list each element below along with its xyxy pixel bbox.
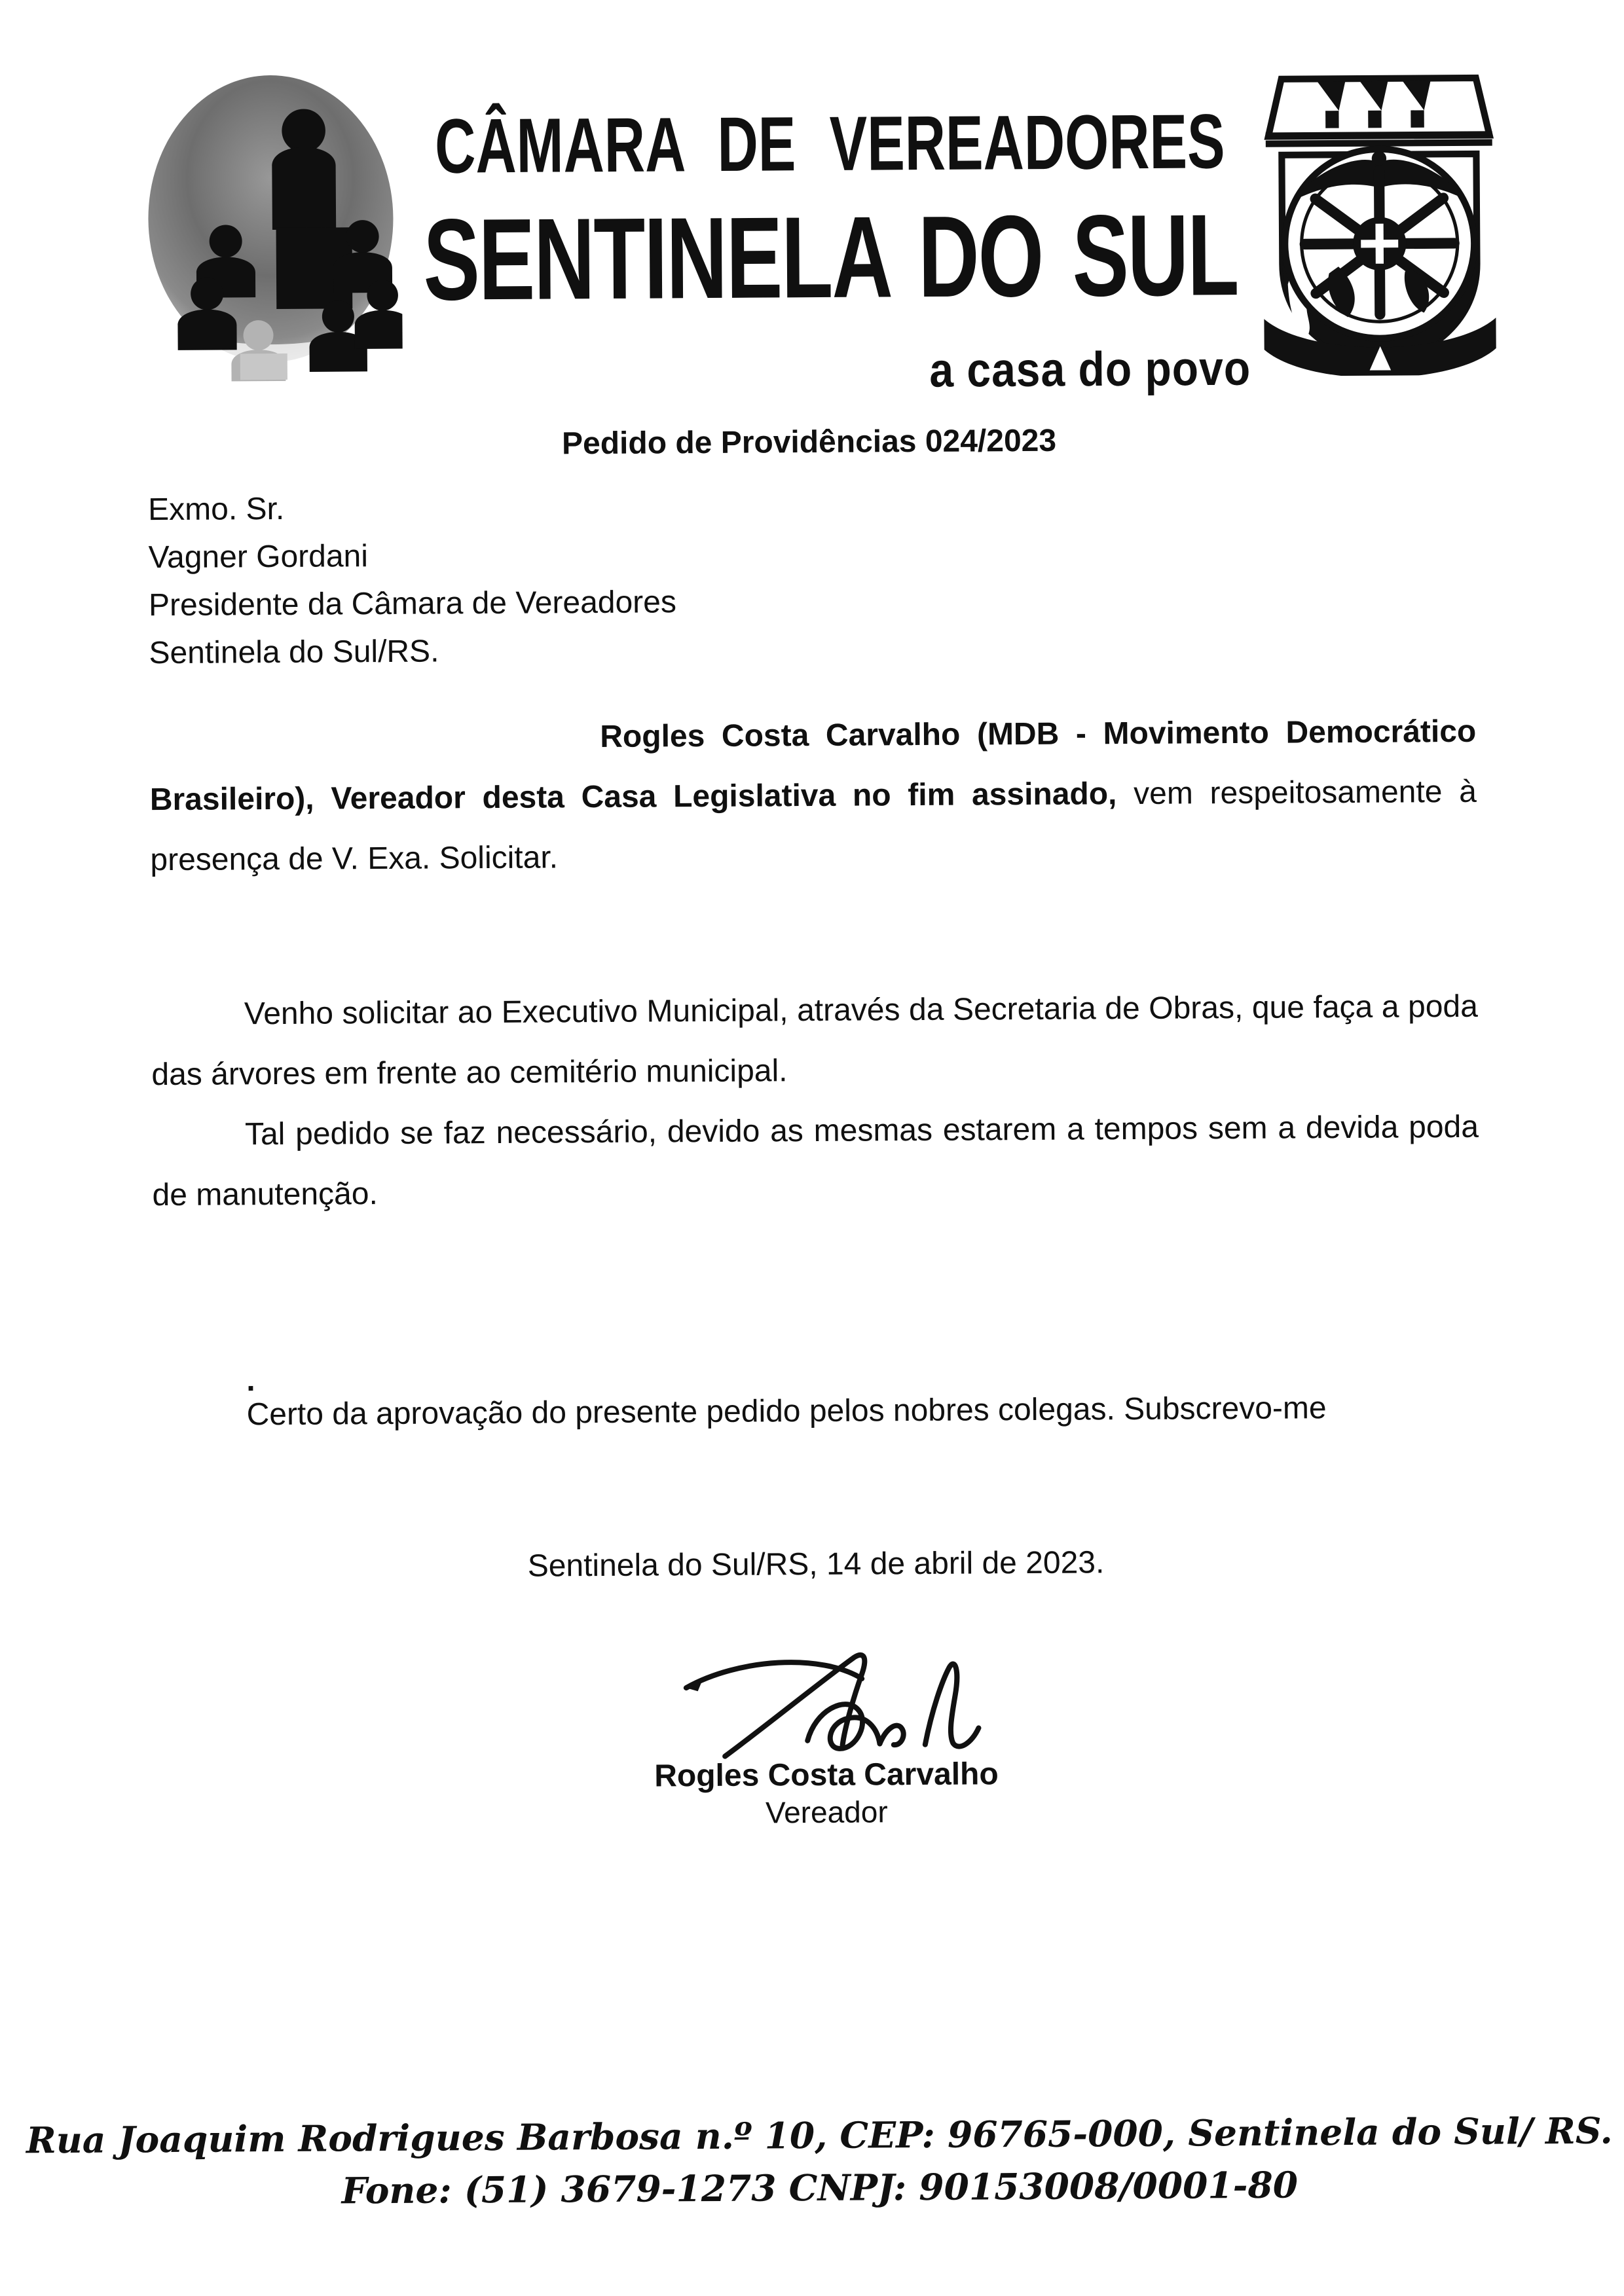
recipient-block xyxy=(148,483,677,677)
coat-of-arms-icon xyxy=(1258,69,1501,376)
footer xyxy=(7,2104,1624,2219)
stray-period-mark: . xyxy=(246,1363,255,1398)
letterhead xyxy=(140,65,1475,416)
signature-role: Vereador xyxy=(765,1795,888,1830)
footer-address-line: Rua Joaquim Rodrigues Barbosa n.º 10, CEP: 96765-000, Sentinela do Sul/ RS. xyxy=(26,2109,1613,2162)
footer-phone-line: Fone: (51) 3679-1273 CNPJ: 90153008/0001-80 xyxy=(341,2163,1299,2212)
org-name-line1: CÂMARA DE VEREADORES xyxy=(434,98,1226,190)
letterhead-text xyxy=(401,66,1260,414)
recipient-line: Sentinela do Sul/RS. xyxy=(149,634,439,671)
author-identification-bold: Rogles Costa Carvalho (MDB - Movimento Democrático Brasileiro), Vereador desta Casa Legislativa no fim assinado, xyxy=(149,714,1477,818)
request-paragraphs xyxy=(151,977,1479,1226)
signature-block xyxy=(14,1626,1624,1835)
org-name-line2: SENTINELA DO SUL xyxy=(422,190,1238,325)
org-tagline: a casa do povo xyxy=(929,340,1251,397)
document-title: Pedido de Providências 024/2023 xyxy=(561,423,1057,462)
recipient-line: Presidente da Câmara de Vereadores xyxy=(148,585,677,623)
closing-line: Certo da aprovação do presente pedido pelos nobres colegas. Subscrevo-me xyxy=(246,1391,1327,1432)
recipient-line: Exmo. Sr. xyxy=(148,491,285,528)
people-assembly-logo-icon xyxy=(140,71,403,382)
paragraph-request: Venho solicitar ao Executivo Municipal, através da Secretaria de Obras, que faça a poda das árvores em frente ao cemitério municipal. xyxy=(151,989,1479,1093)
introduction-rest: vem respeitosamente à presença de V. Exa. Solicitar. xyxy=(150,774,1477,878)
paragraph-introduction xyxy=(149,702,1477,890)
paragraph-justification: Tal pedido se faz necessário, devido as mesmas estarem a tempos sem a devida poda de manutenção. xyxy=(152,1109,1479,1213)
place-date-line: Sentinela do Sul/RS, 14 de abril de 2023. xyxy=(527,1545,1105,1584)
recipient-line: Vagner Gordani xyxy=(148,539,369,575)
signature-name: Rogles Costa Carvalho xyxy=(654,1757,999,1794)
